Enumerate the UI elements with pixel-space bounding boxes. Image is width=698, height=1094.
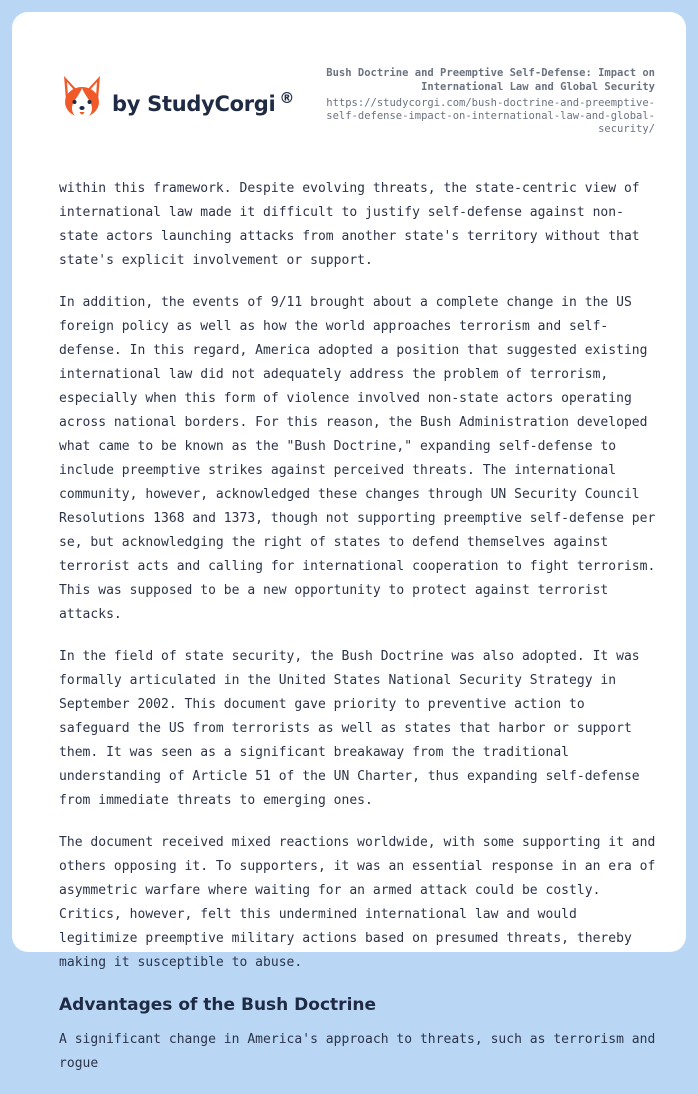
paragraph: A significant change in America's approach to threats, such as terrorism and rogue xyxy=(59,1032,656,1071)
paragraph: The document received mixed reactions worldwide, with some supporting it and others opposing it. To supporters, it was an essential response in an era of asymmetric warfare where waiting for an armed attack could be costly. Critics, however, felt this undermined international law and would legitimize preemptive military actions based on presumed threats, thereby making it susceptible to abuse. xyxy=(59,835,656,970)
essay-title: Bush Doctrine and Preemptive Self-Defense: Impact on International Law and Global Security xyxy=(326,67,655,93)
paragraph: within this framework. Despite evolving threats, the state-centric view of international law made it difficult to justify self-defense against non-state actors launching attacks from another state's territory without that state's explicit involvement or support. xyxy=(59,181,640,268)
paragraph: In the field of state security, the Bush Doctrine was also adopted. It was formally articulated in the United States National Security Strategy in September 2002. This document gave priority to preventive action to safeguard the US from terrorists as well as states that harbor or support them. It was seen as a significant breakaway from the traditional understanding of Article 51 of the UN Charter, thus expanding self-defense from immediate threats to emerging ones. xyxy=(59,649,640,808)
section-heading: Advantages of the Bush Doctrine xyxy=(59,995,377,1015)
registered-mark: ® xyxy=(279,89,295,107)
essay-url[interactable]: https://studycorgi.com/bush-doctrine-and-preemptive-self-defense-impact-on-international-law-and-global-security/ xyxy=(326,97,655,135)
logo-text xyxy=(112,89,295,116)
logo-wordmark: by StudyCorgi xyxy=(112,92,276,116)
corgi-icon xyxy=(60,74,104,122)
document-page xyxy=(12,12,686,1071)
header-meta xyxy=(305,66,655,136)
studycorgi-logo[interactable] xyxy=(60,74,294,122)
essay-body xyxy=(59,177,659,1094)
paragraph: In addition, the events of 9/11 brought about a complete change in the US foreign policy as well as how the world approaches terrorism and self-defense. In this regard, America adopted a position that suggested existing international law did not adequately address the problem of terrorism, especially when this form of violence involved non-state actors operating across national borders. For this reason, the Bush Administration developed what came to be known as the "Bush Doctrine," expanding self-defense to include preemptive strikes against perceived threats. The international community, however, acknowledged these changes through UN Security Council Resolutions 1368 and 1373, though not supporting preemptive self-defense per se, but acknowledging the right of states to defend themselves against terrorist acts and calling for international cooperation to fight terrorism. This was supposed to be a new opportunity to protect against terrorist attacks. xyxy=(59,295,656,622)
